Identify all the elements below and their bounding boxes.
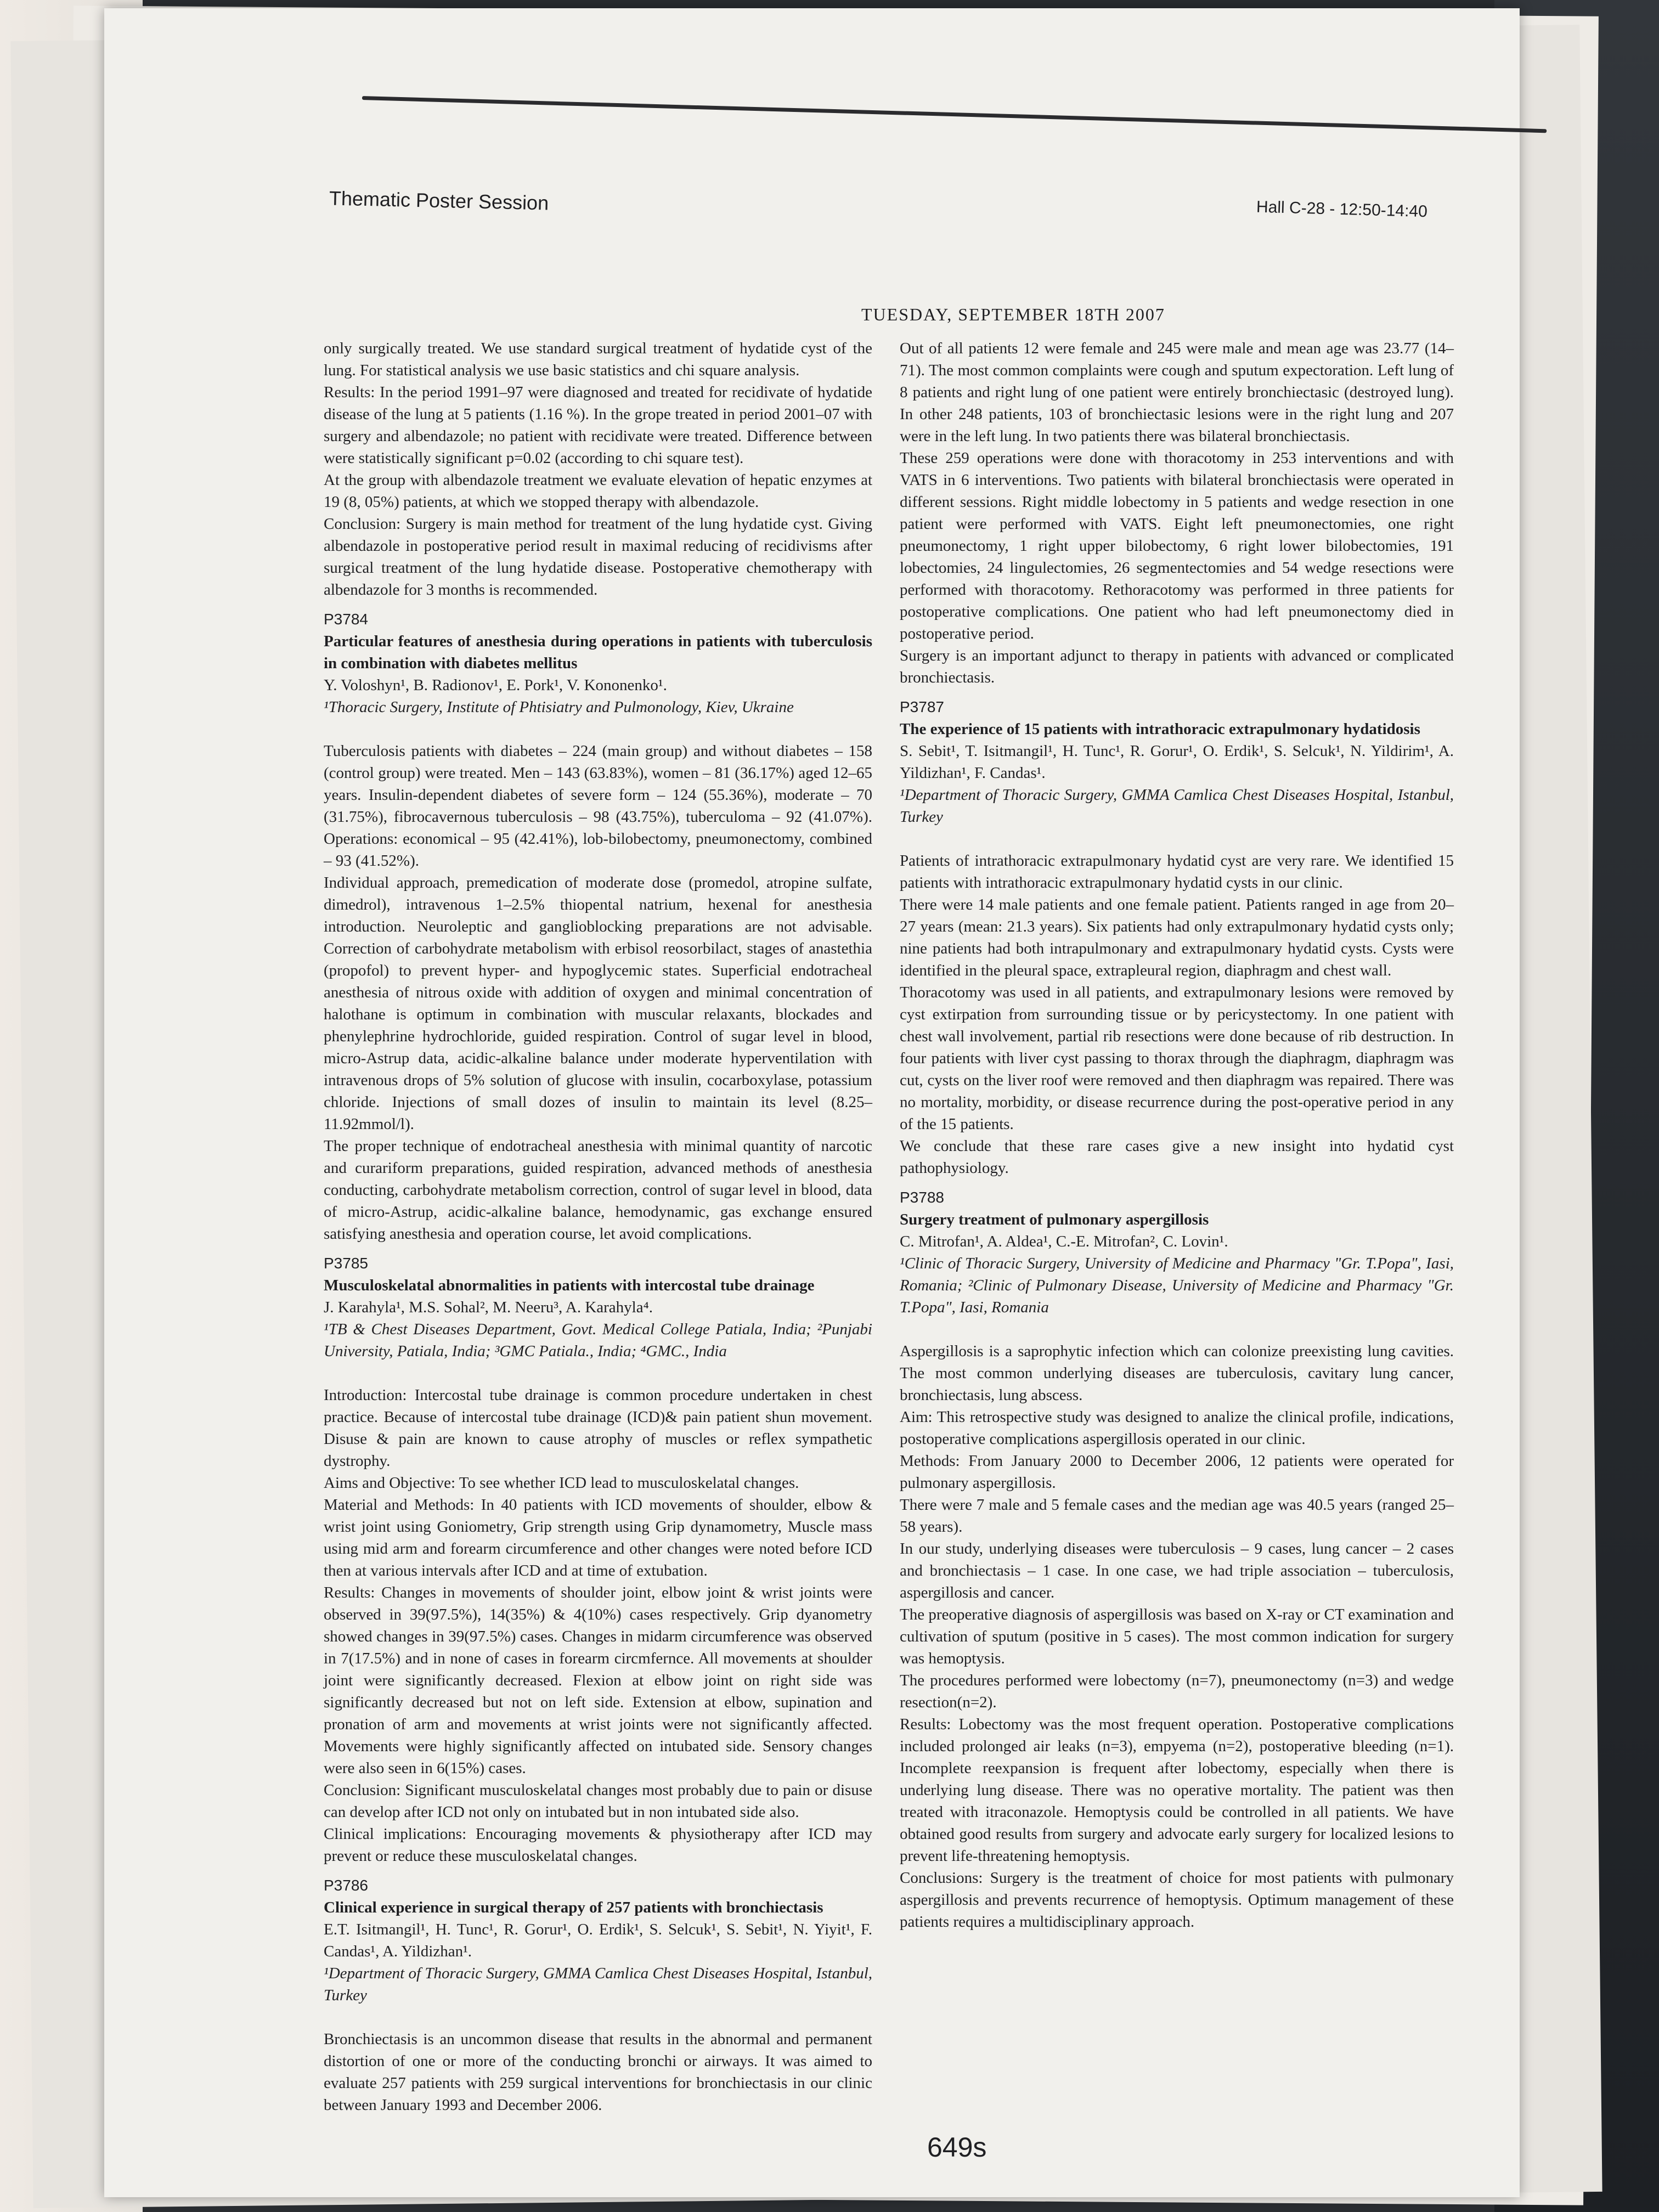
abstract-body: We conclude that these rare cases give a new insight into hydatid cyst pathophysiology. — [900, 1137, 1454, 1177]
abstract-affiliation: ¹Clinic of Thoracic Surgery, University of Medicine and Pharmacy "Gr. T.Popa", Iasi, Romania; ²Clinic of Pulmonary Disease, University of Medicine and Pharmacy "Gr. T.Popa", Iasi, Romania — [900, 1255, 1454, 1316]
page-number: 649s — [927, 2132, 987, 2163]
right-column — [900, 337, 1454, 1933]
abstract-id: P3784 — [324, 611, 368, 628]
abstract-authors: Y. Voloshyn¹, B. Radionov¹, E. Pork¹, V. Kononenko¹. — [324, 676, 667, 694]
abstract-body: Methods: From January 2000 to December 2006, 12 patients were operated for pulmonary aspergillosis. — [900, 1452, 1454, 1492]
abstract-title: Particular features of anesthesia during operations in patients with tuberculosis in combination with diabetes mellitus — [324, 633, 872, 672]
abstract-body: Results: Changes in movements of shoulder joint, elbow joint & wrist joints were observed in 39(97.5%), 14(35%) & 4(10%) cases respectively. Grip dyanometry showed changes in 39(97.5%) cases. Changes in midarm circumference was observed in 7(17.5%) and in none of cases in forearm circmfernce. All movements at shoulder joint were significantly decreased. Flexion at elbow joint on right side was significantly decreased but not on left side. Extension at elbow, supination and pronation of arm and movements at wrist joints were not significantly affected. Movements were highly significantly affected on intubated side. Sensory changes were also seen in 6(15%) cases. — [324, 1584, 872, 1777]
intro-paragraph: Surgery is an important adjunct to therapy in patients with advanced or complicated bronchiectasis. — [900, 647, 1454, 686]
abstract-authors: J. Karahyla¹, M.S. Sohal², M. Neeru³, A. Karahyla⁴. — [324, 1299, 653, 1316]
abstract-body: Conclusion: Significant musculoskelatal changes most probably due to pain or disuse can develop after ICD not only on intubated but in non intubated side also. — [324, 1781, 872, 1821]
abstract-body: Results: Lobectomy was the most frequent operation. Postoperative complications included prolonged air leaks (n=3), empyema (n=2), postoperative bleeding (n=1). Incomplete reexpansion is frequent after lobectomy, especially when there is underlying lung disease. There was no operative mortality. The patient was then treated with itraconazole. Hemoptysis could be controlled in all patients. We have obtained good results from surgery and advocate early surgery for localized lesions to prevent life-threatening hemoptysis. — [900, 1716, 1454, 1865]
abstract-body: Thoracotomy was used in all patients, and extrapulmonary lesions were removed by cyst extirpation from surrounding tissue or by pericystectomy. In one patient with chest wall involvement, partial rib resections were done because of rib destruction. In four patients with liver cyst passing to thorax through the diaphragm, diaphragm was cut, cysts on the liver roof were removed and then diaphragm was repaired. There was no mortality, morbidity, or disease recurrence during the post-operative period in any of the 15 patients. — [900, 984, 1454, 1133]
abstract-body: There were 7 male and 5 female cases and the median age was 40.5 years (ranged 25–58 years). — [900, 1496, 1454, 1536]
abstract-body: Tuberculosis patients with diabetes – 224 (main group) and without diabetes – 158 (control group) were treated. Men – 143 (63.83%), women – 81 (36.17%) aged 12–65 years. Insulin-dependent diabetes of severe form – 124 (55.36%), moderate – 70 (31.75%), fibrocavernous tuberculosis – 98 (43.75%), tuberculoma – 92 (41.07%). Operations: economical – 95 (42.41%), lob-bilobectomy, pneumonectomy, combined – 93 (41.52%). — [324, 742, 872, 870]
abstract-affiliation: ¹Thoracic Surgery, Institute of Phtisiatry and Pulmonology, Kiev, Ukraine — [324, 698, 794, 716]
abstract-title: Musculoskelatal abnormalities in patients with intercostal tube drainage — [324, 1277, 815, 1294]
intro-paragraph: Conclusion: Surgery is main method for treatment of the lung hydatide cyst. Giving albendazole in postoperative period result in maximal reducing of recidivisms after surgical treatment of the lung hydatide disease. Postoperative chemotherapy with albendazole for 3 months is recommended. — [324, 515, 872, 599]
header-rule — [362, 96, 1547, 133]
abstract-authors: C. Mitrofan¹, A. Aldea¹, C.-E. Mitrofan², C. Lovin¹. — [900, 1233, 1228, 1250]
abstract-body: Clinical implications: Encouraging movements & physiotherapy after ICD may prevent or reduce these musculoskelatal changes. — [324, 1825, 872, 1865]
abstract-title: Clinical experience in surgical therapy of 257 patients with bronchiectasis — [324, 1899, 823, 1916]
intro-paragraph: At the group with albendazole treatment we evaluate elevation of hepatic enzymes at 19 (8, 05%) patients, at which we stopped therapy with albendazole. — [324, 471, 872, 511]
abstract-id: P3786 — [324, 1877, 368, 1894]
abstract-authors: S. Sebit¹, T. Isitmangil¹, H. Tunc¹, R. Gorur¹, O. Erdik¹, S. Selcuk¹, N. Yildirim¹, A. Yildizhan¹, F. Candas¹. — [900, 742, 1454, 782]
abstract-body: The proper technique of endotracheal anesthesia with minimal quantity of narcotic and curariform preparations, guided respiration, advanced methods of anesthesia conducting, carbohydrate metabolism correction, control of sugar level in blood, data of micro-Astrup, acidic-alkaline balance, hemodynamic, gas exchange ensured satisfying anesthesia and operation course, let avoid complications. — [324, 1137, 872, 1243]
abstract-id: P3788 — [900, 1189, 944, 1206]
document-page — [104, 8, 1520, 2197]
abstract-affiliation: ¹TB & Chest Diseases Department, Govt. Medical College Patiala, India; ²Punjabi University, Patiala, India; ³GMC Patiala., India; ⁴GMC., India — [324, 1321, 872, 1360]
abstract-title: Surgery treatment of pulmonary aspergillosis — [900, 1211, 1209, 1228]
abstract-affiliation: ¹Department of Thoracic Surgery, GMMA Camlica Chest Diseases Hospital, Istanbul, Turkey — [900, 786, 1454, 826]
left-column — [324, 337, 872, 2116]
abstract-id: P3787 — [900, 698, 944, 715]
abstract-title: The experience of 15 patients with intrathoracic extrapulmonary hydatidosis — [900, 720, 1420, 738]
abstract-body: Introduction: Intercostal tube drainage is common procedure undertaken in chest practice. Because of intercostal tube drainage (ICD)& pain patient shun movement. Disuse & pain are known to cause atrophy of muscles or reflex sympathetic dystrophy. — [324, 1386, 872, 1470]
abstract-body: In our study, underlying diseases were tuberculosis – 9 cases, lung cancer – 2 cases and bronchiectasis – 1 case. In one case, we had triple association – tuberculosis, aspergillosis and cancer. — [900, 1540, 1454, 1601]
abstract-body: Individual approach, premedication of moderate dose (promedol, atropine sulfate, dimedrol), intravenous 1–2.5% thiopental natrium, hexenal for anesthesia introduction. Neuroleptic and ganglioblocking preparations are not advisable. Correction of carbohydrate metabolism with erbisol reosorbilact, stages of anastethia (propofol) to prevent hyper- and hypoglycemic states. Superficial endotracheal anesthesia of nitrous oxide with addition of oxygen and minimal concentration of halothane is optimum in combination with muscular relaxants, blockades and phenylephrine hydrochloride, guided respiration. Control of sugar level in blood, micro-Astrup data, acidic-alkaline balance under moderate hyperventilation with intravenous drops of 5% solution of glucose with insulin, cocarboxylase, potassium chloride. Injections of small dozes of insulin to maintain its level (8.25–11.92mmol/l). — [324, 874, 872, 1133]
abstract-affiliation: ¹Department of Thoracic Surgery, GMMA Camlica Chest Diseases Hospital, Istanbul, Turkey — [324, 1965, 872, 2004]
date-line: TUESDAY, SEPTEMBER 18TH 2007 — [861, 304, 1165, 324]
abstract-body: Conclusions: Surgery is the treatment of choice for most patients with pulmonary aspergillosis and prevents recurrence of hemoptysis. Optimum management of these patients requires a multidisciplinary approach. — [900, 1869, 1454, 1931]
intro-paragraph: Out of all patients 12 were female and 245 were male and mean age was 23.77 (14–71). The most common complaints were cough and sputum expectoration. Left lung of 8 patients and right lung of one patient were entirely bronchiectasic (destroyed lung). In other 248 patients, 103 of bronchiectasic lesions were in the right lung and 207 were in the left lung. In two patients there was bilateral bronchiectasis. — [900, 340, 1454, 445]
abstract-body: The procedures performed were lobectomy (n=7), pneumonectomy (n=3) and wedge resection(n=2). — [900, 1672, 1454, 1711]
abstract-body: The preoperative diagnosis of aspergillosis was based on X-ray or CT examination and cultivation of sputum (positive in 5 cases). The most common indication for surgery was hemoptysis. — [900, 1606, 1454, 1667]
intro-paragraph: Results: In the period 1991–97 were diagnosed and treated for recidivate of hydatide disease of the lung at 5 patients (1.16 %). In the grope treated in period 2001–07 with surgery and albendazole; no patient with recidivate were treated. Difference between were statistically significant p=0.02 (according to chi square test). — [324, 383, 872, 467]
intro-paragraph: only surgically treated. We use standard surgical treatment of hydatide cyst of the lung. For statistical analysis we use basic statistics and chi square analysis. — [324, 340, 872, 379]
abstract-body: Bronchiectasis is an uncommon disease that results in the abnormal and permanent distortion of one or more of the conducting bronchi or airways. It was aimed to evaluate 257 patients with 259 surgical interventions for bronchiectasis in our clinic between January 1993 and December 2006. — [324, 2030, 872, 2114]
intro-paragraph: These 259 operations were done with thoracotomy in 253 interventions and with VATS in 6 interventions. Two patients with bilateral bronchiectasis were operated in different sessions. Right middle lobectomy in 5 patients and wedge resection in one patient were performed with VATS. Eight left pneumonectomies, one right pneumonectomy, 1 right upper bilobectomy, 6 right lower bilobectomies, 191 lobectomies, 24 lingulectomies, 26 segmentectomies and 54 wedge resections were performed with thoracotomy. Rethoracotomy was performed in three patients for postoperative complications. One patient who had left pneumonectomy died in postoperative period. — [900, 449, 1454, 642]
abstract-authors: E.T. Isitmangil¹, H. Tunc¹, R. Gorur¹, O. Erdik¹, S. Selcuk¹, S. Sebit¹, N. Yiyit¹, F. Candas¹, A. Yildizhan¹. — [324, 1921, 872, 1960]
abstract-id: P3785 — [324, 1255, 368, 1272]
abstract-body: Aims and Objective: To see whether ICD lead to musculoskelatal changes. — [324, 1474, 799, 1492]
abstract-body: Aim: This retrospective study was designed to analize the clinical profile, indications, postoperative complications aspergillosis operated in our clinic. — [900, 1408, 1454, 1448]
hall-time: Hall C-28 - 12:50-14:40 — [1256, 198, 1428, 221]
abstract-body: There were 14 male patients and one female patient. Patients ranged in age from 20–27 years (mean: 21.3 years). Six patients had only extrapulmonary hydatid cysts only; nine patients had both intrapulmonary and extrapulmonary hydatid cysts. Cysts were identified in the pleural space, extrapleural region, diaphragm and chest wall. — [900, 896, 1454, 979]
abstract-body: Aspergillosis is a saprophytic infection which can colonize preexisting lung cavities. The most common underlying diseases are tuberculosis, cavitary lung cancer, bronchiectasis, lung abscess. — [900, 1342, 1454, 1404]
abstract-body: Material and Methods: In 40 patients with ICD movements of shoulder, elbow & wrist joint using Goniometry, Grip strength using Grip dynamometry, Muscle mass using mid arm and forearm circumference and other changes were noted before ICD then at various intervals after ICD and at time of extubation. — [324, 1496, 872, 1579]
session-title: Thematic Poster Session — [329, 187, 549, 215]
abstract-body: Patients of intrathoracic extrapulmonary hydatid cyst are very rare. We identified 15 patients with intrathoracic extrapulmonary hydatid cysts in our clinic. — [900, 852, 1454, 891]
